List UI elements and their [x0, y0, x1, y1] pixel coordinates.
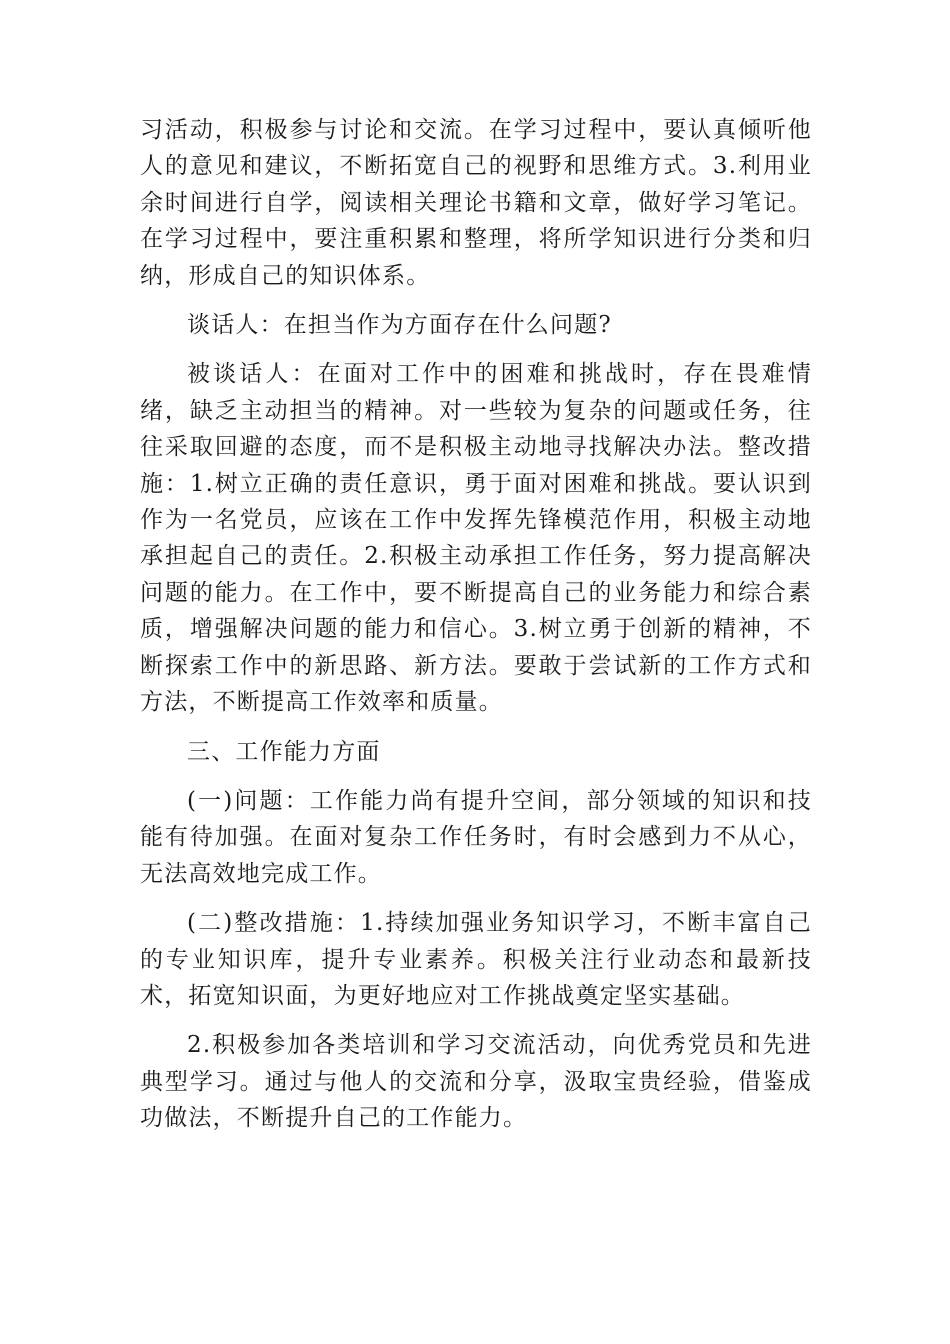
paragraph-study-continuation: 习活动，积极参与讨论和交流。在学习过程中，要认真倾听他人的意见和建议，不断拓宽自己的视野和思维方式。3.利用业余时间进行自学，阅读相关理论书籍和文章，做好学习笔记。在学习过程中，要注重积累和整理，将所学知识进行分类和归纳，形成自己的知识体系。: [140, 117, 812, 289]
paragraph-interviewer-question: 谈话人：在担当作为方面存在什么问题?: [187, 312, 612, 339]
document-page: [140, 112, 812, 1150]
paragraph-problem: (一)问题：工作能力尚有提升空间，部分领域的知识和技能有待加强。在面对复杂工作任务时，有时会感到力不从心，无法高效地完成工作。: [140, 787, 812, 887]
section-heading-work-ability: 三、工作能力方面: [187, 738, 381, 765]
paragraph-training-exchange: 2.积极参加各类培训和学习交流活动，向优秀党员和先进典型学习。通过与他人的交流和分享，汲取宝贵经验，借鉴成功做法，不断提升自己的工作能力。: [140, 1032, 812, 1132]
paragraph-interviewee-answer: 被谈话人：在面对工作中的困难和挑战时，存在畏难情绪，缺乏主动担当的精神。对一些较为复杂的问题或任务，往往采取回避的态度，而不是积极主动地寻找解决办法。整改措施：1.树立正确的责任意识，勇于面对困难和挑战。要认识到作为一名党员，应该在工作中发挥先锋模范作用，积极主动地承担起自己的责任。2.积极主动承担工作任务，努力提高解决问题的能力。在工作中，要不断提高自己的业务能力和综合素质，增强解决问题的能力和信心。3.树立勇于创新的精神，不断探索工作中的新思路、新方法。要敢于尝试新的工作方式和方法，不断提高工作效率和质量。: [140, 361, 812, 716]
paragraph-rectification-measures: (二)整改措施：1.持续加强业务知识学习，不断丰富自己的专业知识库，提升专业素养。积极关注行业动态和最新技术，拓宽知识面，为更好地应对工作挑战奠定坚实基础。: [140, 910, 812, 1009]
